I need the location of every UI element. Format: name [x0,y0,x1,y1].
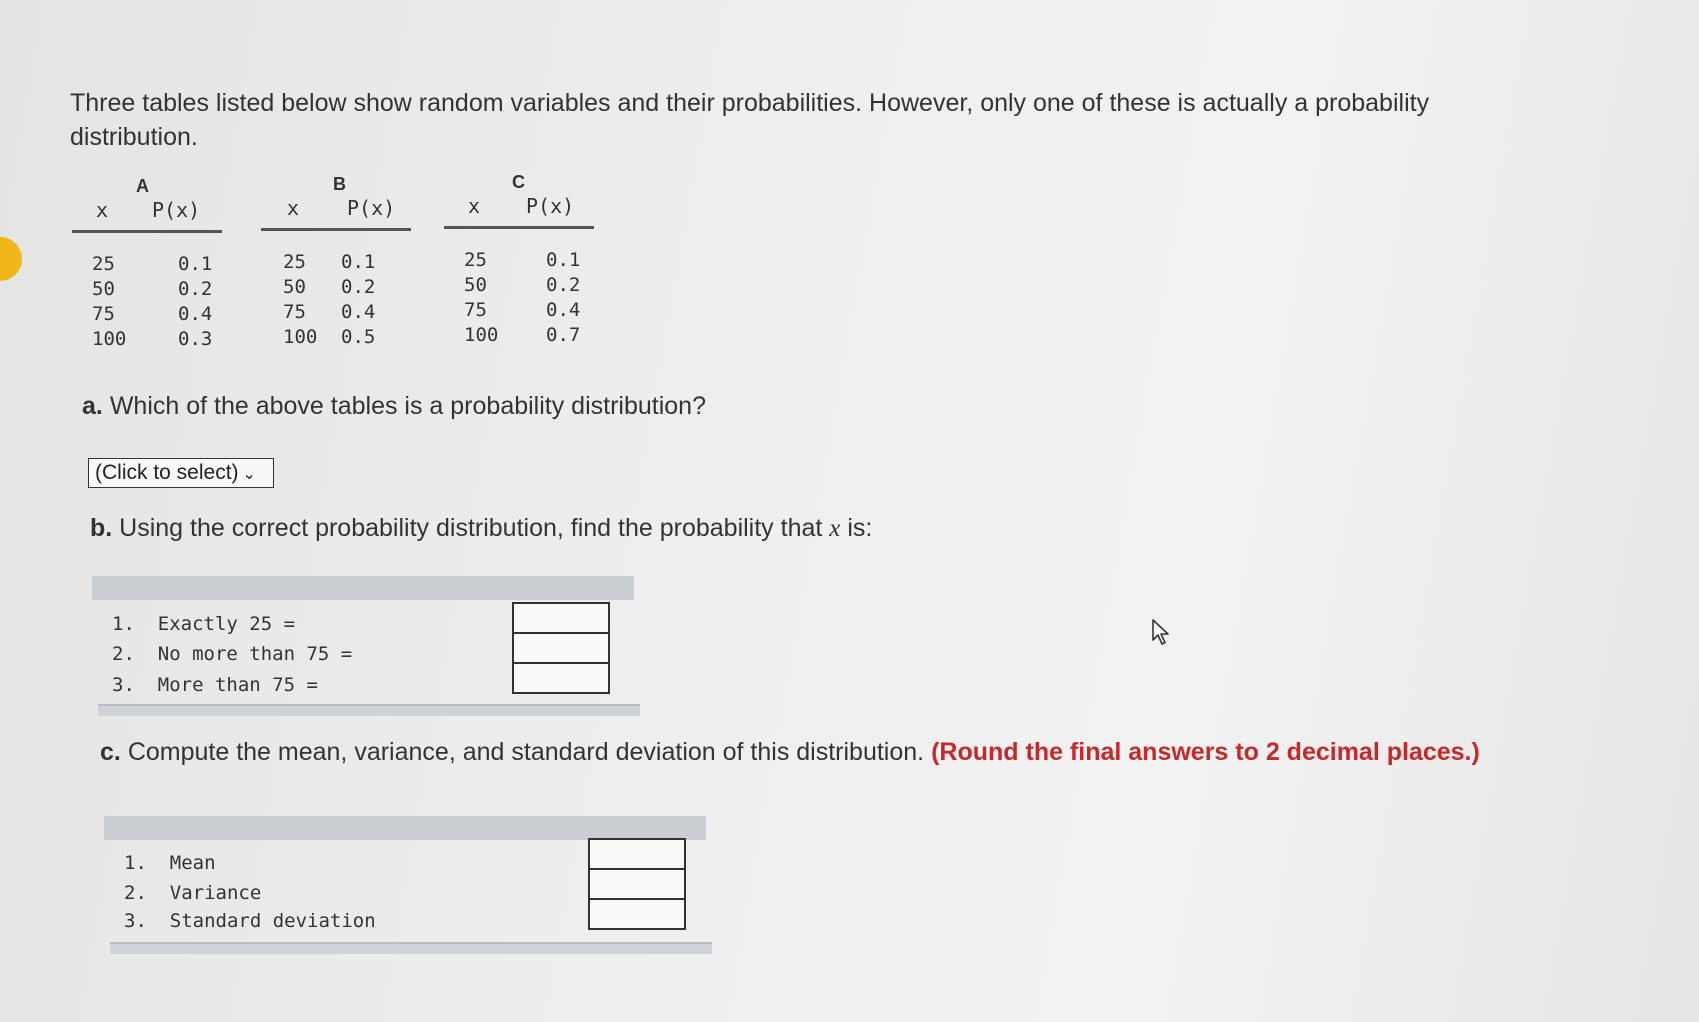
table-title: A [136,176,149,196]
row-number: 3. [124,910,147,932]
p-cell: 0.4 [178,303,213,325]
p-cell: 0.4 [546,299,581,321]
x-cell: 75 [283,301,306,323]
question-letter: b. [90,514,113,542]
part-c-row [124,882,261,904]
question-a [82,392,706,421]
row-label: Exactly 25 = [157,613,296,635]
x-cell: 25 [464,249,487,271]
x-cell: 100 [92,328,127,350]
row-number: 1. [124,852,147,874]
table-title: B [333,174,346,194]
question-c [100,738,1480,767]
intro-text: Three tables listed below show random variables and their probabilities. However, only one of these is actually a probability distribution. [70,89,1430,151]
row-label: Standard deviation [169,910,376,932]
x-cell: 75 [92,303,115,325]
question-letter: a. [82,392,103,420]
p-cell: 0.4 [341,301,376,323]
panel-header-bar [92,576,634,600]
question-suffix: is: [847,514,873,542]
part-b-row [112,613,295,635]
part-b-panel [92,576,640,718]
x-cell: 25 [283,251,306,273]
part-c-row [124,910,376,932]
x-header: x [287,196,300,220]
header-rule [444,226,594,229]
row-number: 2. [124,882,147,904]
p-cell: 0.1 [178,253,213,275]
p-cell: 0.2 [178,278,213,300]
x-cell: 50 [92,278,115,300]
row-number: 3. [112,674,135,696]
p-cell: 0.7 [546,324,581,346]
x-header: x [96,198,109,222]
p-header: P(x) [152,198,201,222]
table-b [261,174,411,354]
x-header: x [468,194,481,218]
row-number: 2. [112,643,135,665]
question-text: Compute the mean, variance, and standard deviation of this distribution. [127,738,925,766]
select-value: (Click to select) [95,461,239,484]
part-b-row [112,643,352,665]
p-cell: 0.1 [546,249,581,271]
row-label: Mean [169,852,216,874]
p-header: P(x) [526,194,575,218]
answer-input-no-more-than-75[interactable] [512,632,610,664]
row-label: Variance [169,882,262,904]
table-title: C [512,172,525,192]
p-cell: 0.2 [546,274,581,296]
x-cell: 50 [283,276,306,298]
header-rule [261,228,411,231]
x-cell: 50 [464,274,487,296]
variable-x: x [829,515,841,542]
question-b [90,514,872,543]
header-rule [72,230,222,233]
x-cell: 100 [283,326,318,348]
row-number: 1. [112,613,135,635]
answer-input-exactly-25[interactable] [512,602,610,634]
table-select-dropdown[interactable] [88,458,274,488]
row-label: No more than 75 = [157,643,353,665]
answer-input-mean[interactable] [588,838,686,870]
p-cell: 0.3 [178,328,213,350]
panel-footer-bar [98,704,640,716]
p-cell: 0.2 [341,276,376,298]
answer-input-standard-deviation[interactable] [588,898,686,930]
panel-footer-bar [110,942,712,954]
row-label: More than 75 = [157,674,318,696]
chevron-down-icon: ⌄ [242,466,256,483]
p-header: P(x) [347,196,396,220]
panel-header-bar [104,816,706,840]
question-text: Using the correct probability distribution, find the probability that [119,514,823,542]
part-c-row [124,852,216,874]
x-cell: 75 [464,299,487,321]
question-letter: c. [100,738,121,766]
part-b-row [112,674,318,696]
rounding-note: (Round the final answers to 2 decimal places.) [931,738,1480,766]
question-text: Which of the above tables is a probability distribution? [109,392,706,420]
table-c [444,172,594,352]
x-cell: 100 [464,324,499,346]
answer-input-more-than-75[interactable] [512,662,610,694]
x-cell: 25 [92,253,115,275]
part-c-panel [104,816,714,958]
mouse-pointer-icon [1150,618,1172,648]
p-cell: 0.1 [341,251,376,273]
p-cell: 0.5 [341,326,376,348]
answer-input-variance[interactable] [588,868,686,900]
table-a [72,176,222,356]
